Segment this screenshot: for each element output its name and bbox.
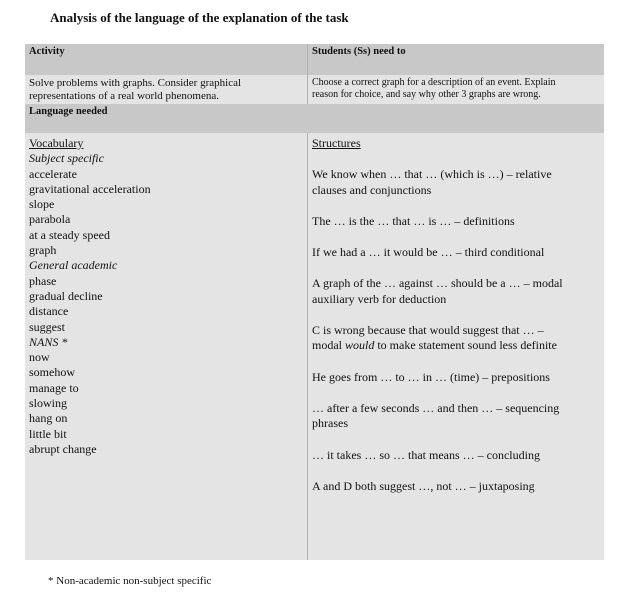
students-line: Choose a correct graph for a description of an event. Explain <box>312 77 556 88</box>
activity-header: Activity <box>25 44 308 75</box>
structure-line: A graph of the … against … should be a … – modal <box>312 276 563 291</box>
structures-heading: Structures <box>312 136 361 150</box>
students-line: reason for choice, and say why other 3 graphs are wrong. <box>312 89 541 100</box>
structure-line: He goes from … to … in … (time) – prepositions <box>312 369 550 384</box>
vocab-item: accelerate <box>29 166 77 181</box>
vocab-item: at a steady speed <box>29 227 110 242</box>
structure-item <box>312 370 600 385</box>
structure-item <box>312 214 600 229</box>
subject-specific-label: Subject specific <box>29 151 104 166</box>
vocabulary-column <box>25 133 308 560</box>
header-row <box>25 44 604 75</box>
structure-emphasis: would <box>345 338 375 353</box>
structure-item <box>312 448 600 463</box>
page-title: Analysis of the language of the explanation of the task <box>50 10 349 25</box>
activity-text <box>25 75 308 104</box>
structure-line: The … is the … that … is … – definitions <box>312 213 515 228</box>
structure-line: C is wrong because that would suggest that … – <box>312 323 544 338</box>
structure-item <box>312 245 600 260</box>
vocab-item: hang on <box>29 411 68 426</box>
structure-line <box>312 338 600 353</box>
vocab-item: graph <box>29 243 57 258</box>
structure-line: We know when … that … (which is …) – relative <box>312 167 552 182</box>
structure-line: A and D both suggest …, not … – juxtaposing <box>312 478 535 493</box>
structure-item <box>312 167 600 198</box>
vocab-item: gravitational acceleration <box>29 181 151 196</box>
vocab-item: gradual decline <box>29 288 103 303</box>
general-academic-label: General academic <box>29 258 118 273</box>
footnote: * Non-academic non-subject specific <box>48 575 212 587</box>
vocab-item: now <box>29 350 50 365</box>
language-analysis-table <box>25 44 604 560</box>
vocab-item: abrupt change <box>29 441 97 456</box>
structure-text: to make statement sound less definite <box>374 338 557 353</box>
structure-item <box>312 401 600 432</box>
vocab-item: parabola <box>29 212 71 227</box>
structure-item <box>312 276 600 307</box>
vocab-item: phase <box>29 273 57 288</box>
activity-line: Solve problems with graphs. Consider graphical <box>29 77 242 89</box>
vocab-item: little bit <box>29 426 67 441</box>
structure-item <box>312 323 600 354</box>
activity-row <box>25 75 604 104</box>
students-header: Students (Ss) need to <box>312 46 406 57</box>
structure-text: modal <box>312 338 345 353</box>
nans-label: NANS * <box>29 334 68 349</box>
language-row <box>25 133 604 560</box>
vocab-item: suggest <box>29 319 65 334</box>
vocab-item: distance <box>29 304 69 319</box>
language-needed-header: Language needed <box>25 104 604 133</box>
students-text <box>308 75 604 104</box>
structure-line: auxiliary verb for deduction <box>312 291 447 306</box>
vocab-item: slope <box>29 197 55 212</box>
structure-line: clauses and conjunctions <box>312 182 432 197</box>
vocabulary-heading: Vocabulary <box>29 136 84 150</box>
vocab-item: manage to <box>29 380 79 395</box>
structure-line: … after a few seconds … and then … – sequencing <box>312 400 560 415</box>
structures-column <box>308 133 604 560</box>
structure-line: … it takes … so … that means … – concluding <box>312 447 540 462</box>
vocab-item: slowing <box>29 396 68 411</box>
structure-line: phrases <box>312 416 348 431</box>
structure-line: If we had a … it would be … – third conditional <box>312 245 545 260</box>
vocab-item: somehow <box>29 365 75 380</box>
activity-line: representations of a real world phenomena. <box>29 90 219 102</box>
structure-item <box>312 479 600 494</box>
